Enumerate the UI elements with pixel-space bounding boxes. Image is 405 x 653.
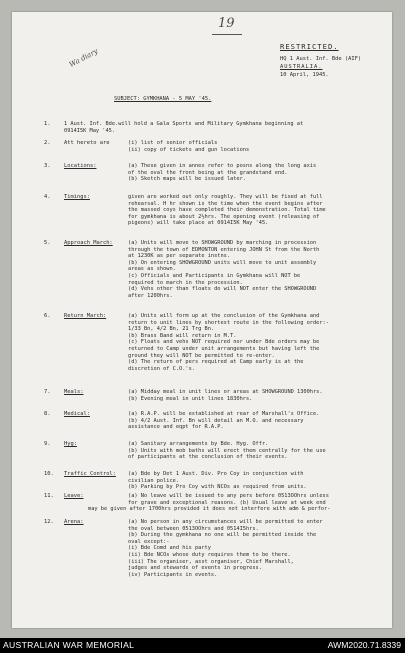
archive-name: AUSTRALIAN WAR MEMORIAL [3,640,135,650]
page-number-underline [212,34,242,35]
handwritten-page-number: 19 [218,16,235,31]
handwritten-marginal-note: Wa diary [67,47,100,69]
archive-reference: AWM2020.71.8339 [327,640,401,650]
archive-footer [0,638,405,653]
issuing-location: AUSTRALIA. [280,64,323,70]
issuing-unit: HQ 1 Aust. Inf. Bde (AIF) [280,56,362,62]
classification: RESTRICTED. [280,42,339,51]
issue-date: 10 April, 1945. [280,72,329,78]
subject-line: SUBJECT: GYMKHANA - 5 MAY '45. [114,96,212,102]
document-page: 19 Wa diary RESTRICTED. HQ 1 Aust. Inf. Bde (AIF) AUSTRALIA. 10 April, 1945. SUBJECT: GYMKHANA - 5 MAY '45. 1. 1 Aust. Inf. Bde.will hold a Gala Sports and Military Gymkhana beginning at 0914I5K May '45. 2. Att hereto are (i) list of senior officials (ii) copy of tickets and gun locations 3. Locations: (a) These given in annex refer to posns along the long axis of the oval the front being at the grandstand end. (b) Sketch maps will be issued later. 4. Timings: given are worked out only roughly. They will be fixed at full rehearsal. H hr shown is the time when the event begins after the massed coys have completed their demonstration. Total time for gymkhana is about 2½hrs. The opening event (releasing of pigeons) will take place at 0914I5K May '45. 5. Approach March: (a) Units will move to SHOWGROUND by marching in procession through the town of EDMONTON entering JOHN St from the North at 1230K as per separate instns. (b) On entering SHOWGROUND units will move to unit assembly areas as shown. (c) Officials and Participants in Gymkhana will NOT be required to march in the procession. (d) Vehs other than floats do will NOT enter the SHOWGROUND after 1200hrs. 6. Return March: (a) Units will form up at the conclusion of the Gymkhana and return to unit lines by shortest route in the following order:- 1/33 Bn, 4/2 Bn, 21 Trg Bn. (b) Brass Band will return in M.T. (c) Floats and vehs NOT required nor under Bde orders may be returned to Camp under unit arrangements but having left the ground they will NOT be permitted to re-enter. (d) The return of pers required at Camp early is at the discretion of C.O.'s. 7. Meals: (a) Midday meal in unit lines or areas at SHOWGROUND 1300hrs. (b) Evening meal in unit lines 1830hrs. 8. Medical: (a) R.A.P. will be established at rear of Marshall's Office. (b) 4/2 Aust. Inf. Bn will detail an M.O. and necessary assistance and eqpt for R.A.P. 9. Hyg: (a) Sanitary arrangements by Bde. Hyg. Offr. (b) Units with mob baths will erect them centrally for the use of participants at the conclusion of their events. 10. Traffic Control: (a) Bde by Det 1 Aust. Div. Pro Coy in conjunction with civilian police. (b) Parking by Pro Coy with NCOs as required from units. 11. Leave: (a) No leave will be issued to any pers before 0513OOhrs unless for grave and exceptional reasons. (b) Usual leave at week end may be given after 1700hrs provided it does not interfere with adm & perfor- 12. Arena: (a) No person in any circumstances will be permitted to enter the oval between 0513OOhrs and 0514I5hrs. (b) During the gymkhana no one will be permitted inside the oval except:- (i) Bde Comd and his party (ii) Bde NCOs whose duty requires them to be there. (iii) The organiser, asst organiser, Chief Marshall, judges and stewards of events in progress. (iv) Participants in events. [12,12,392,628]
